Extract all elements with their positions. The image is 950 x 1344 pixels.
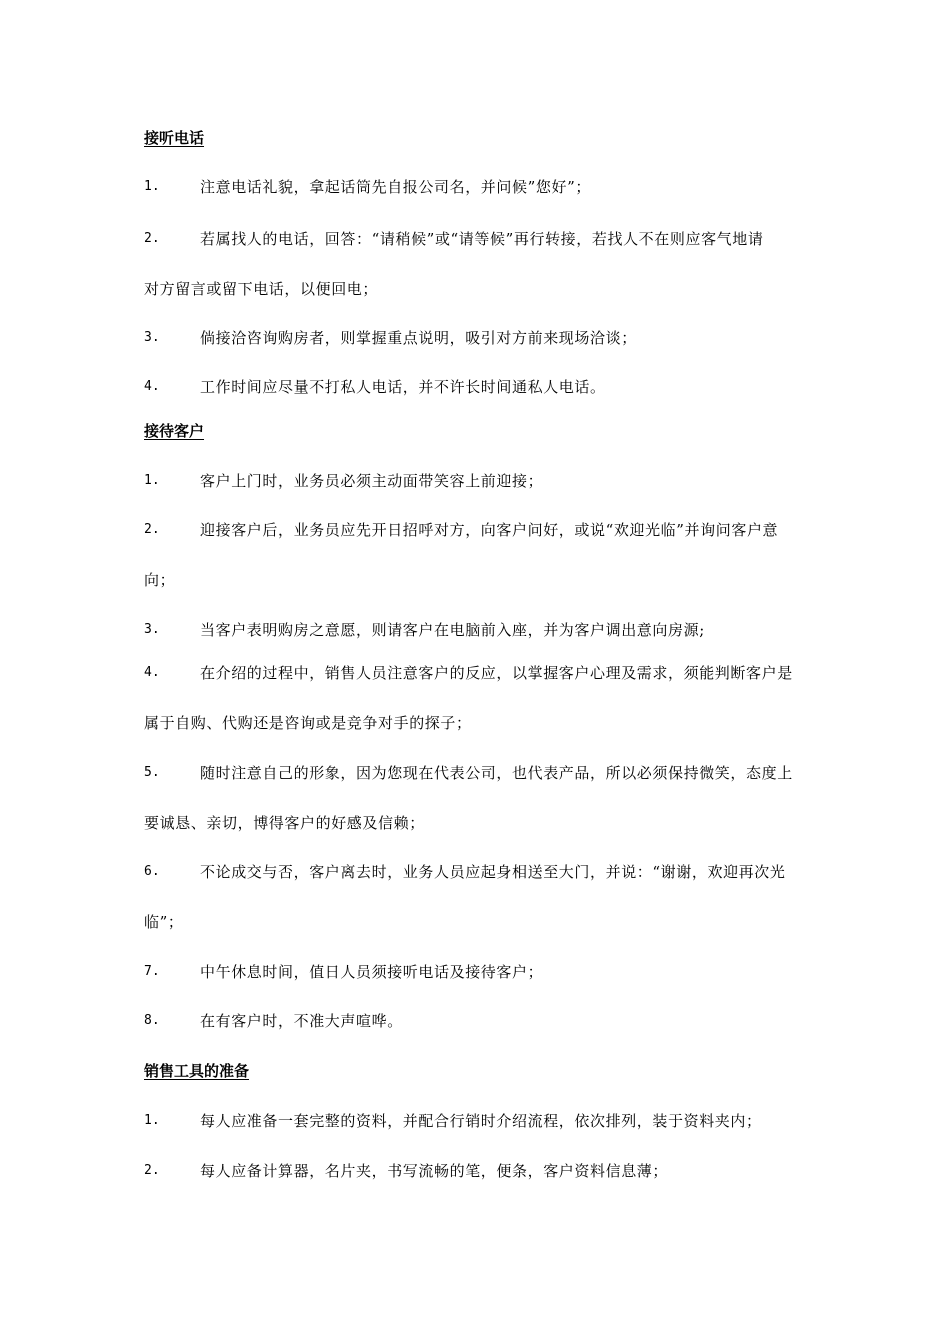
item-number: 2. — [144, 522, 160, 537]
item-number: 2. — [144, 231, 160, 246]
item-number: 3. — [144, 622, 160, 637]
item-number: 2. — [144, 1163, 160, 1178]
item-text-continued: 属于自购、代购还是咨询或是竞争对手的探子； — [144, 714, 472, 732]
item-number: 6. — [144, 864, 160, 879]
item-text: 每人应准备一套完整的资料，并配合行销时介绍流程，依次排列，装于资料夹内； — [200, 1112, 762, 1130]
item-text: 随时注意自己的形象，因为您现在代表公司，也代表产品，所以必须保持微笑，态度上 — [200, 764, 793, 782]
item-text: 工作时间应尽量不打私人电话，并不许长时间通私人电话。 — [200, 378, 606, 396]
item-text: 迎接客户后，业务员应先开日招呼对方，向客户问好，或说“欢迎光临”并询问客户意 — [200, 521, 779, 539]
section-heading: 销售工具的准备 — [144, 1062, 250, 1080]
item-text-continued: 临”； — [144, 913, 184, 931]
item-text-continued: 向； — [144, 571, 176, 589]
item-text: 不论成交与否，客户离去时，业务人员应起身相送至大门，并说：“谢谢，欢迎再次光 — [200, 863, 786, 881]
item-text: 注意电话礼貌，拿起话筒先自报公司名，并问候”您好”； — [200, 178, 591, 196]
section-heading: 接听电话 — [144, 129, 205, 147]
item-number: 3. — [144, 330, 160, 345]
item-text: 当客户表明购房之意愿，则请客户在电脑前入座，并为客户调出意向房源; — [200, 621, 705, 639]
item-number: 4. — [144, 379, 160, 394]
item-number: 4. — [144, 665, 160, 680]
item-text: 客户上门时，业务员必须主动面带笑容上前迎接； — [200, 472, 544, 490]
item-text: 在有客户时，不准大声喧哗。 — [200, 1012, 403, 1030]
item-text-continued: 要诚恳、亲切，博得客户的好感及信赖； — [144, 814, 425, 832]
item-text: 中午休息时间，值日人员须接听电话及接待客户； — [200, 963, 544, 981]
item-number: 5. — [144, 765, 160, 780]
item-number: 1. — [144, 473, 160, 488]
item-text: 每人应备计算器，名片夹，书写流畅的笔，便条，客户资料信息薄； — [200, 1162, 669, 1180]
section-heading: 接待客户 — [144, 422, 205, 440]
item-number: 1. — [144, 179, 160, 194]
item-text-continued: 对方留言或留下电话，以便回电； — [144, 280, 379, 298]
item-text: 在介绍的过程中，销售人员注意客户的反应，以掌握客户心理及需求，须能判断客户是 — [200, 664, 793, 682]
item-number: 1. — [144, 1113, 160, 1128]
item-text: 若属找人的电话，回答：“请稍候”或“请等候”再行转接，若找人不在则应客气地请 — [200, 230, 764, 248]
item-number: 7. — [144, 964, 160, 979]
item-text: 倘接洽咨询购房者，则掌握重点说明，吸引对方前来现场洽谈； — [200, 329, 637, 347]
item-number: 8. — [144, 1013, 160, 1028]
